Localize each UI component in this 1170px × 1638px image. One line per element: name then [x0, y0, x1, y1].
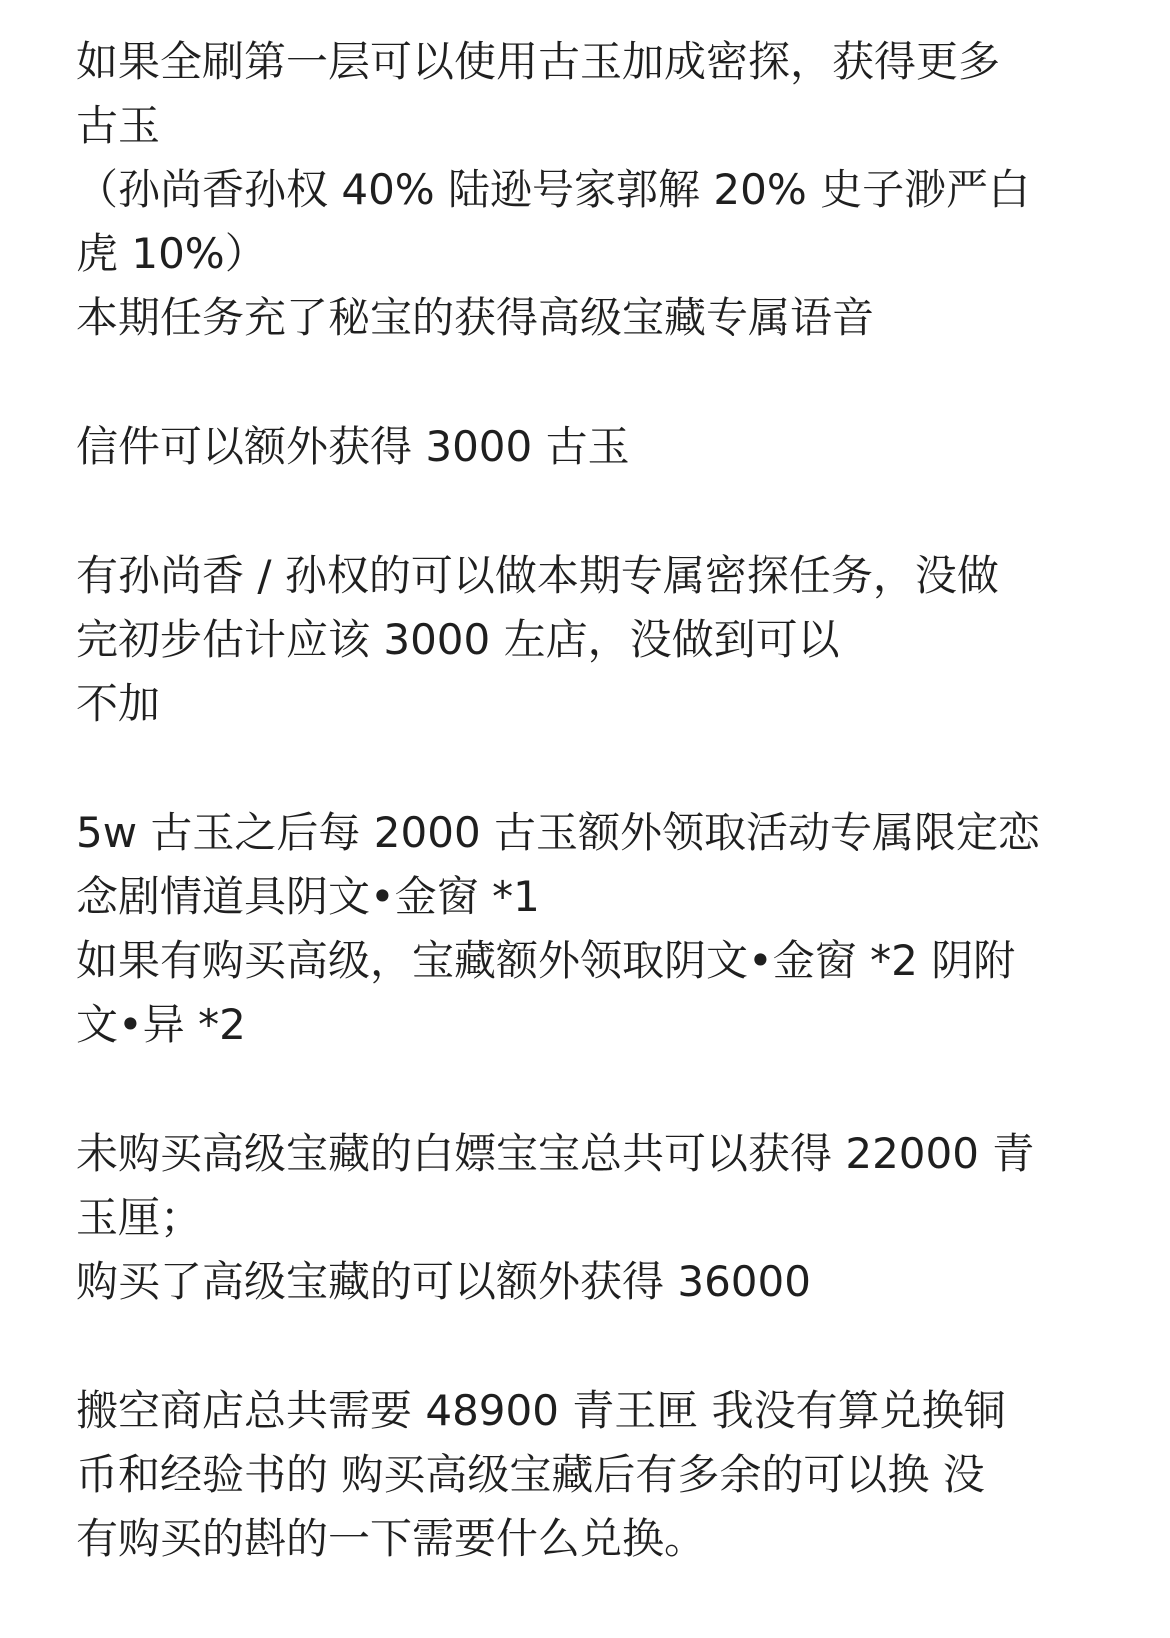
text-line: 完初步估计应该 3000 左店，没做到可以 [76, 615, 840, 664]
blank-line [76, 736, 1136, 801]
text-line: （孙尚香孙权 40% 陆逊号家郭解 20% 史子渺严白 [76, 165, 1031, 214]
blank-line [76, 479, 1136, 544]
text-line: 有购买的斟的一下需要什么兑换。 [76, 1514, 707, 1563]
note-text-block [76, 30, 1136, 1571]
text-line: 如果有购买高级，宝藏额外领取阴文•金窗 *2 阴附 [76, 936, 1016, 985]
text-line: 币和经验书的 购买高级宝藏后有多余的可以换 没 [76, 1450, 985, 1499]
text-line: 文•异 *2 [76, 1000, 246, 1049]
text-line: 如果全刷第一层可以使用古玉加成密探，获得更多 [76, 37, 1001, 86]
text-line: 虎 10%） [76, 229, 267, 278]
text-line: 购买了高级宝藏的可以额外获得 36000 [76, 1257, 811, 1306]
text-line: 搬空商店总共需要 48900 青王匣 我没有算兑换铜 [76, 1386, 1006, 1435]
text-line: 有孙尚香 / 孙权的可以做本期专属密探任务，没做 [76, 551, 999, 600]
text-line: 5w 古玉之后每 2000 古玉额外领取活动专属限定恋 [76, 808, 1041, 857]
text-line: 玉厘； [76, 1193, 203, 1242]
text-line: 古玉 [76, 101, 161, 150]
text-line: 不加 [76, 679, 161, 728]
blank-line [76, 350, 1136, 415]
blank-line [76, 1057, 1136, 1122]
text-line: 信件可以额外获得 3000 古玉 [76, 422, 630, 471]
text-line: 念剧情道具阴文•金窗 *1 [76, 872, 540, 921]
text-line: 未购买高级宝藏的白嫖宝宝总共可以获得 22000 青 [76, 1129, 1035, 1178]
blank-line [76, 1314, 1136, 1379]
text-line: 本期任务充了秘宝的获得高级宝藏专属语音 [76, 293, 875, 342]
